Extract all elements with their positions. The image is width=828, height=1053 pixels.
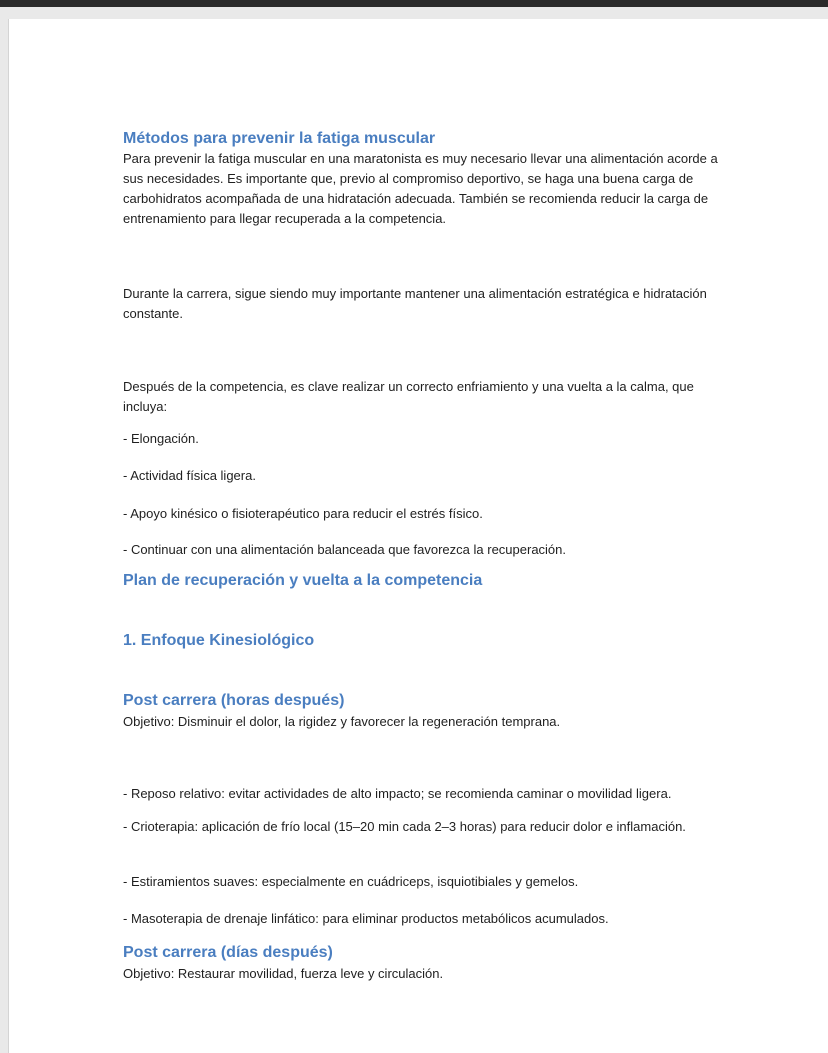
list-item: - Continuar con una alimentación balanceada que favorezca la recuperación. — [123, 542, 567, 557]
list-item: - Elongación. — [123, 431, 199, 446]
post-hours-heading: Post carrera (horas después) — [123, 692, 345, 709]
list-item: - Actividad física ligera. — [123, 468, 256, 483]
list-item: - Apoyo kinésico o fisioterapéutico para reducir el estrés físico. — [123, 506, 483, 521]
list-item: - Reposo relativo: evitar actividades de alto impacto; se recomienda caminar o movilidad ligera. — [123, 786, 672, 801]
post-days-objective: Objetivo: Restaurar movilidad, fuerza leve y circulación. — [123, 966, 444, 981]
list-item: - Masoterapia de drenaje linfático: para eliminar productos metabólicos acumulados. — [123, 911, 609, 926]
paragraph-prevention: Para prevenir la fatiga muscular en una maratonista es muy necesario llevar una alimentación acorde a sus necesidades. Es importante que, previo al compromiso deportivo, se haga una buena carga de carbohidratos acompañada de una hidratación adecuada. También se recomienda reducir la carga de entrenamiento para llegar recuperada a la competencia. — [123, 151, 718, 226]
section-heading: Métodos para prevenir la fatiga muscular — [123, 130, 436, 147]
post-days-heading: Post carrera (días después) — [123, 944, 333, 961]
post-hours-objective: Objetivo: Disminuir el dolor, la rigidez y favorecer la regeneración temprana. — [123, 714, 561, 729]
list-item: - Crioterapia: aplicación de frío local (15–20 min cada 2–3 horas) para reducir dolor e inflamación. — [123, 819, 686, 834]
paragraph-during-race: Durante la carrera, sigue siendo muy importante mantener una alimentación estratégica e hidratación constante. — [123, 286, 707, 321]
document-page — [8, 19, 828, 1053]
paragraph-after-race: Después de la competencia, es clave realizar un correcto enfriamiento y una vuelta a la calma, que incluya: — [123, 379, 694, 414]
plan-heading: Plan de recuperación y vuelta a la competencia — [123, 572, 483, 589]
enfoque-heading: 1. Enfoque Kinesiológico — [123, 632, 315, 649]
list-item: - Estiramientos suaves: especialmente en cuádriceps, isquiotibiales y gemelos. — [123, 874, 579, 889]
window-top-bar — [0, 0, 828, 7]
